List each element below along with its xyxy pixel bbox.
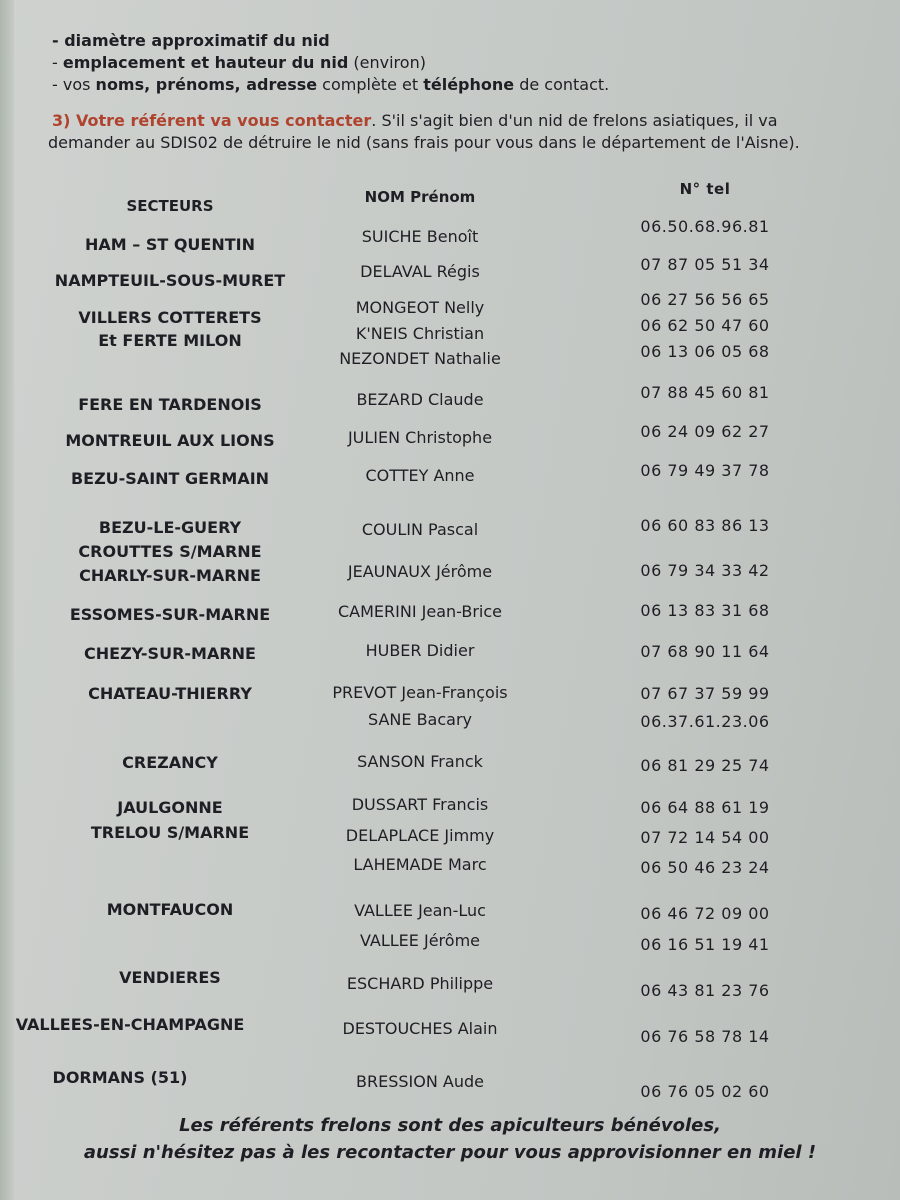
header-name: NOM Prénom [364, 188, 476, 206]
sector-cell: HAM – ST QUENTIN [84, 235, 255, 254]
tel-cell: 06 79 49 37 78 [640, 461, 770, 480]
tel-cell: 06 13 06 05 68 [640, 342, 770, 361]
intro-line-3-b: noms, prénoms, adresse [95, 75, 318, 94]
tel-cell: 06 76 05 02 60 [640, 1082, 770, 1101]
name-cell: CAMERINI Jean-Brice [338, 602, 502, 621]
step-3-text-2: demander au SDIS02 de détruire le nid (sans frais pour vous dans le département de l'Aisne). [48, 133, 800, 152]
intro-line-3-e: de contact. [514, 75, 610, 94]
sector-cell: JAULGONNE [117, 798, 223, 817]
name-cell: VALLEE Jérôme [359, 931, 480, 950]
name-cell: SANE Bacary [368, 710, 472, 729]
intro-line-2-strong: emplacement et hauteur du nid [62, 53, 349, 72]
intro-line-3-a: - vos [52, 75, 96, 94]
intro-line-3 [52, 74, 872, 96]
step-3-text: . S'il s'agit bien d'un nid de frelons asiatiques, il va [371, 111, 778, 130]
intro-line-3-d: téléphone [423, 75, 515, 94]
tel-cell: 06.50.68.96.81 [640, 217, 770, 236]
tel-cell: 06.37.61.23.06 [640, 712, 770, 731]
name-cell: BRESSION Aude [356, 1072, 484, 1091]
name-cell: DESTOUCHES Alain [342, 1019, 498, 1038]
tel-cell: 06 79 34 33 42 [640, 561, 770, 580]
name-cell: K'NEIS Christian [355, 324, 485, 343]
tel-cell: 06 16 51 19 41 [640, 935, 770, 954]
name-cell: BEZARD Claude [356, 390, 484, 409]
name-cell: COULIN Pascal [361, 520, 479, 539]
sector-cell: MONTREUIL AUX LIONS [65, 431, 275, 450]
tel-cell: 07 72 14 54 00 [640, 828, 770, 847]
tel-cell: 06 24 09 62 27 [640, 422, 770, 441]
name-cell: VALLEE Jean-Luc [354, 901, 486, 920]
name-cell: HUBER Didier [365, 641, 475, 660]
tel-cell: 07 68 90 11 64 [640, 642, 770, 661]
sector-cell: VENDIERES [119, 968, 221, 987]
sector-cell: VILLERS COTTERETS [78, 308, 262, 327]
sector-cell: NAMPTEUIL-SOUS-MURET [54, 271, 286, 290]
name-cell: PREVOT Jean-François [332, 683, 508, 702]
tel-cell: 06 50 46 23 24 [640, 858, 770, 877]
sector-cell: VALLEES-EN-CHAMPAGNE [15, 1015, 245, 1034]
tel-cell: 06 64 88 61 19 [640, 798, 770, 817]
tel-cell: 06 43 81 23 76 [640, 981, 770, 1000]
header-tel: N° tel [679, 180, 731, 198]
tel-cell: 07 67 37 59 99 [640, 684, 770, 703]
tel-cell: 06 76 58 78 14 [640, 1027, 770, 1046]
tel-cell: 06 81 29 25 74 [640, 756, 770, 775]
name-cell: COTTEY Anne [365, 466, 475, 485]
tel-cell: 06 62 50 47 60 [640, 316, 770, 335]
sector-cell: DORMANS (51) [52, 1068, 188, 1087]
tel-cell: 07 88 45 60 81 [640, 383, 770, 402]
name-cell: SUICHE Benoît [361, 227, 479, 246]
footer-line-2: aussi n'hésitez pas à les recontacter pour vous approvisionner en miel ! [83, 1142, 817, 1163]
step-3-line-1 [52, 110, 872, 132]
sector-cell: CHATEAU-THIERRY [88, 684, 252, 703]
step-3-heading: 3) Votre référent va vous contacter [52, 111, 372, 130]
header-sectors: SECTEURS [126, 197, 214, 215]
name-cell: MONGEOT Nelly [355, 298, 485, 317]
sector-cell: BEZU-SAINT GERMAIN [70, 469, 270, 488]
name-cell: LAHEMADE Marc [353, 855, 487, 874]
intro-line-2-tail: (environ) [348, 53, 426, 72]
intro-text [48, 30, 872, 154]
sector-cell: CREZANCY [122, 753, 218, 772]
sector-cell: ESSOMES-SUR-MARNE [69, 605, 271, 624]
name-cell: DUSSART Francis [351, 795, 489, 814]
sector-cell: CHEZY-SUR-MARNE [84, 644, 256, 663]
sector-cell: FERE EN TARDENOIS [78, 395, 262, 414]
tel-cell: 06 27 56 56 65 [640, 290, 770, 309]
intro-line-2 [52, 52, 872, 74]
intro-line-1 [52, 30, 872, 52]
name-cell: JEAUNAUX Jérôme [347, 562, 493, 581]
sector-cell: BEZU-LE-GUERY [98, 518, 242, 537]
name-cell: SANSON Franck [357, 752, 483, 771]
tel-cell: 06 46 72 09 00 [640, 904, 770, 923]
tel-cell: 06 13 83 31 68 [640, 601, 770, 620]
name-cell: DELAPLACE Jimmy [345, 826, 495, 845]
intro-line-3-c: complète et [317, 75, 424, 94]
sector-cell: CHARLY-SUR-MARNE [79, 566, 261, 585]
sector-cell: CROUTTES S/MARNE [78, 542, 262, 561]
sector-cell: TRELOU S/MARNE [90, 823, 250, 842]
footer-line-1: Les référents frelons sont des apiculteurs bénévoles, [179, 1115, 721, 1136]
name-cell: NEZONDET Nathalie [339, 349, 501, 368]
tel-cell: 06 60 83 86 13 [640, 516, 770, 535]
sector-cell: MONTFAUCON [106, 900, 234, 919]
intro-line-2-dash: - [52, 53, 63, 72]
name-cell: ESCHARD Philippe [346, 974, 494, 993]
name-cell: JULIEN Christophe [347, 428, 493, 447]
name-cell: DELAVAL Régis [360, 262, 480, 281]
step-3-line-2 [48, 132, 872, 154]
tel-cell: 07 87 05 51 34 [640, 255, 770, 274]
sector-cell: Et FERTE MILON [98, 331, 242, 350]
intro-line-1-text: - diamètre approximatif du nid [52, 31, 330, 50]
